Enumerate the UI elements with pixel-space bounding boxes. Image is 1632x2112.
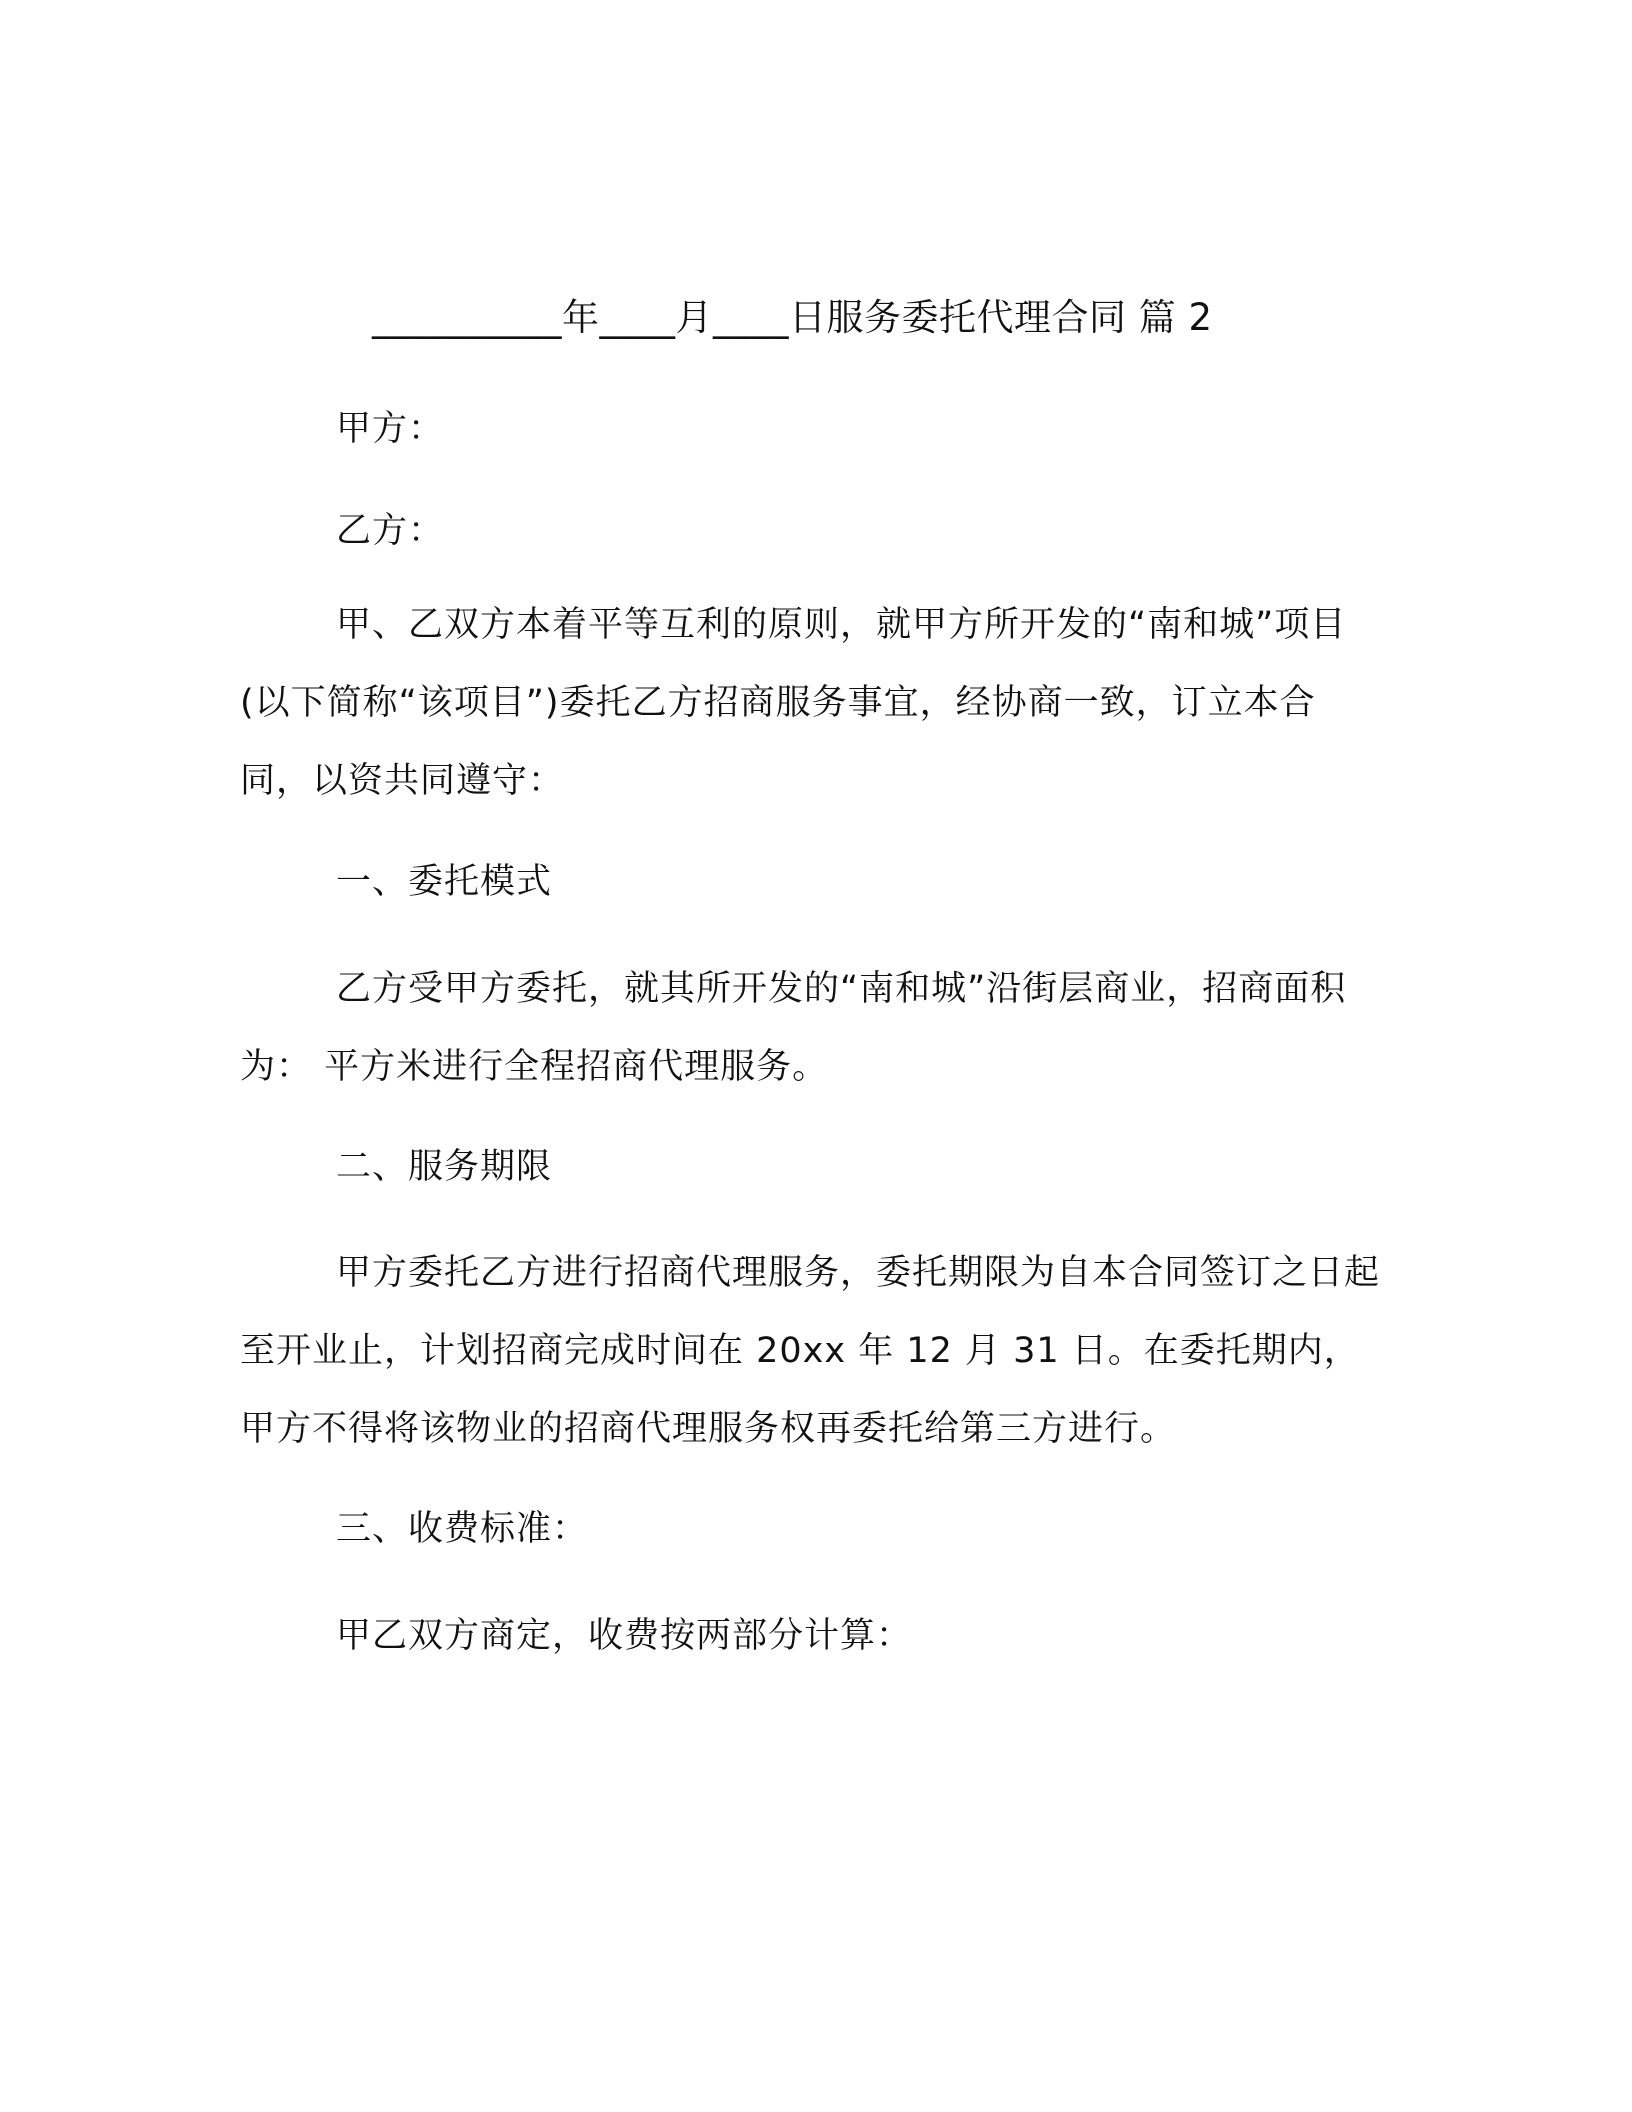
- party-b-line: 乙方：: [336, 511, 445, 551]
- section2-body: 甲方委托乙方进行招商代理服务，委托期限为自本合同签订之日起至开业止，计划招商完成时间在 20xx 年 12 月 31 日。在委托期内，甲方不得将该物业的招商代理服务权再委托给第三方进行。: [240, 1253, 1381, 1449]
- section1-body: 乙方受甲方委托，就其所开发的“南和城”沿街层商业，招商面积为： 平方米进行全程招商代理服务。: [240, 969, 1347, 1087]
- section3-heading: 三、收费标准：: [336, 1509, 589, 1549]
- section3-body: 甲乙双方商定，收费按两部分计算：: [336, 1616, 913, 1656]
- section2-heading: 二、服务期限: [336, 1147, 553, 1187]
- party-a-line: 甲方：: [336, 409, 445, 449]
- section1-heading: 一、委托模式: [336, 862, 553, 902]
- intro-paragraph: 甲、乙双方本着平等互利的原则，就甲方所开发的“南和城”项目(以下简称“该项目”)委托乙方招商服务事宜，经协商一致，订立本合同，以资共同遵守：: [240, 605, 1347, 801]
- document-title: __________年____月____日服务委托代理合同 篇 2: [372, 296, 1213, 339]
